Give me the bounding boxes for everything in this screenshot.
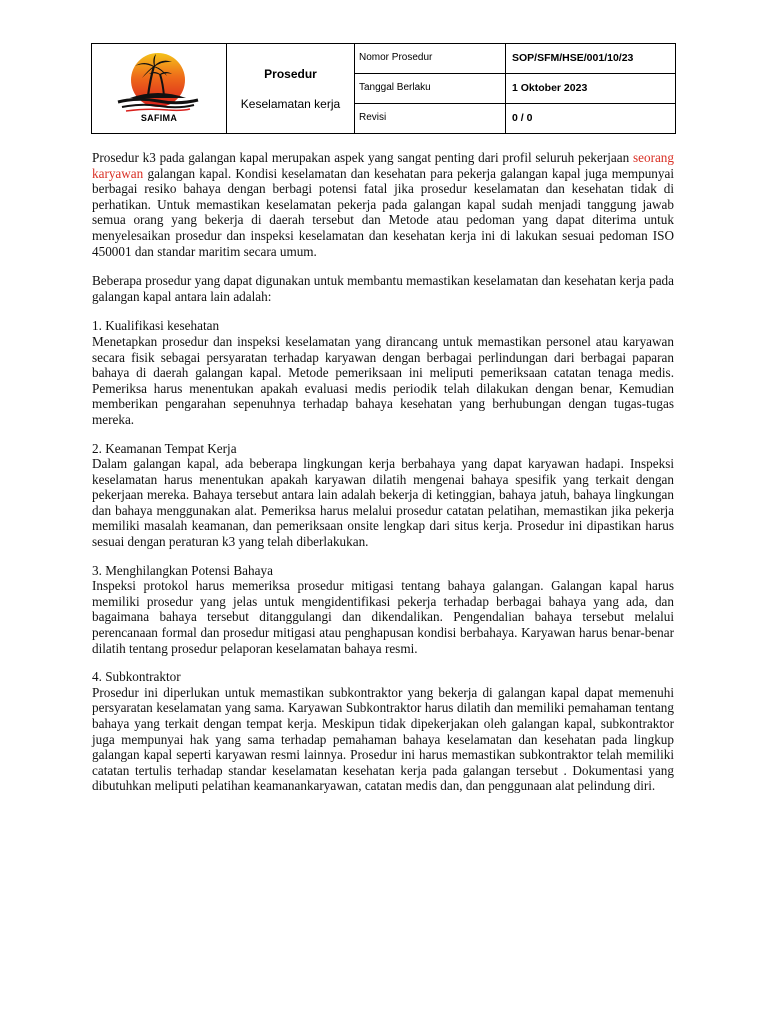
- section-text: Dalam galangan kapal, ada beberapa lingkungan kerja berbahaya yang dapat karyawan hadapi. Inspeksi keselamatan harus menentukan apakah karyawan dilatih mengenai bahaya spesifik yang terkait dengan pekerjaan mereka. Bahaya tersebut antara lain adalah bekerja di ketinggian, bahaya jatuh, bahaya lingkungan dan bahaya menggunakan alat. Pemeriksa harus melalui prosedur catatan pelatihan, memastikan jika pekerja memiliki masalah keamanan, dan pemeriksaan onsite lengkap dari situs kerja. Prosedur ini dipastikan harus sesuai dengan peraturan k3 yang telah diberlakukan.: [92, 456, 674, 550]
- document-body: [92, 150, 674, 807]
- procedure-number-value-text: SOP/SFM/HSE/001/10/23: [512, 52, 634, 64]
- document-subtitle: Keselamatan kerja: [240, 96, 341, 111]
- logo-cell: [92, 44, 227, 134]
- section-text: Inspeksi protokol harus memeriksa prosedur mitigasi tentang bahaya galangan. Galangan kapal harus memiliki prosedur yang jelas untuk mengidentifikasi pekerja terhadap berbagai bahaya yang ada, dan bagaimana bahaya tersebut ditanggulangi dan dikendalikan. Pengendalian bahaya tersebut melalui perencanaan formal dan prosedur mitigasi atau penghapusan kondisi berbahaya. Karyawan harus benar-benar dilatih tentang prosedur pelaporan keselamatan bahaya resmi.: [92, 578, 674, 656]
- effective-date-value: [506, 74, 676, 104]
- document-title: Prosedur: [264, 66, 317, 81]
- section-1: [92, 318, 674, 427]
- revision-label-text: Revisi: [359, 112, 387, 123]
- revision-label: [355, 104, 506, 134]
- section-heading: 1. Kualifikasi kesehatan: [92, 318, 220, 334]
- intro-text-part1: Prosedur k3 pada galangan kapal merupakan aspek yang sangat penting dari profil seluruh pekerjaan: [92, 150, 633, 165]
- procedure-number-label-text: Nomor Prosedur: [359, 52, 433, 63]
- sunset-palm-logo-icon: [108, 50, 208, 114]
- section-4: [92, 669, 674, 794]
- effective-date-value-text: 1 Oktober 2023: [512, 82, 588, 94]
- section-2: [92, 441, 674, 550]
- procedure-number-label: [355, 44, 506, 74]
- revision-value-text: 0 / 0: [512, 112, 533, 124]
- intro-text-part2: galangan kapal. Kondisi keselamatan dan kesehatan para pekerja galangan kapal juga mempunyai berbagai resiko bahaya dengan berbagi potensi fatal jika prosedur keselamatan dan kesehatan tidak di perhatikan. Untuk memastikan keselamatan pekerja pada galangan kapal sudah menjadi tanggung jawab semua orang yang bekerja di daerah tersebut dan Metode atau pedoman yang dapat diterima untuk menyelesaikan prosedur dan inspeksi keselamatan dan kesehatan kerja ini di lakukan sesuai pedoman ISO 450001 dan standar maritim secara umum.: [92, 165, 674, 259]
- effective-date-label-text: Tanggal Berlaku: [359, 82, 431, 93]
- section-3: [92, 563, 674, 657]
- company-logo: [92, 44, 226, 133]
- document-title-cell: [227, 44, 355, 134]
- lead-paragraph: Beberapa prosedur yang dapat digunakan untuk membantu memastikan keselamatan dan kesehatan kerja pada galangan kapal antara lain adalah:: [92, 273, 674, 304]
- section-text: Menetapkan prosedur dan inspeksi keselamatan yang dirancang untuk memastikan personel atau karyawan secara fisik sebagai persyaratan terhadap karyawan dengan berbagai perlindungan dari berbagai paparan bahaya di daerah galangan kapal. Metode pemeriksaan ini meliputi pemeriksaan catatan tenaga medis. Pemeriksa harus menentukan apakah evaluasi medis periodik telah dilakukan dengan benar, Kemudian memberikan pengarahan sepenuhnya terhadap bahaya kesehatan yang berhubungan dengan tugas-tugas mereka.: [92, 333, 674, 427]
- document-header-table: [91, 43, 676, 134]
- section-heading: 3. Menghilangkan Potensi Bahaya: [92, 562, 273, 578]
- procedure-number-value: [506, 44, 676, 74]
- intro-paragraph: [92, 150, 674, 259]
- revision-value: [506, 104, 676, 134]
- effective-date-label: [355, 74, 506, 104]
- logo-text: SAFIMA: [140, 113, 178, 123]
- section-heading: 4. Subkontraktor: [92, 669, 181, 685]
- section-heading: 2. Keamanan Tempat Kerja: [92, 440, 237, 456]
- intro-highlight-text: seorang karyawan: [92, 150, 674, 181]
- section-text: Prosedur ini diperlukan untuk memastikan subkontraktor yang bekerja di galangan kapal dapat memenuhi persyaratan keselamatan yang sama. Karyawan Subkontraktor harus dilatih dan memiliki pemahaman tentang bahaya yang terkait dengan tempat kerja. Meskipun tidak dipekerjakan oleh galangan kapal, subkontraktor juga mempunyai hak yang sama terhadap pemahaman bahaya keselamatan dan kesehatan pada lingkup galangan kapal seperti karyawan resmi lainnya. Prosedur ini harus memastikan subkontraktor telah memiliki catatan tertulis terhadap standar keselamatan kesehatan kerja pada galangan tersebut . Dokumentasi yang dibutuhkan meliputi pelatihan keamanankaryawan, catatan medis dan, dan penggunaan alat pelindung diri.: [92, 684, 674, 794]
